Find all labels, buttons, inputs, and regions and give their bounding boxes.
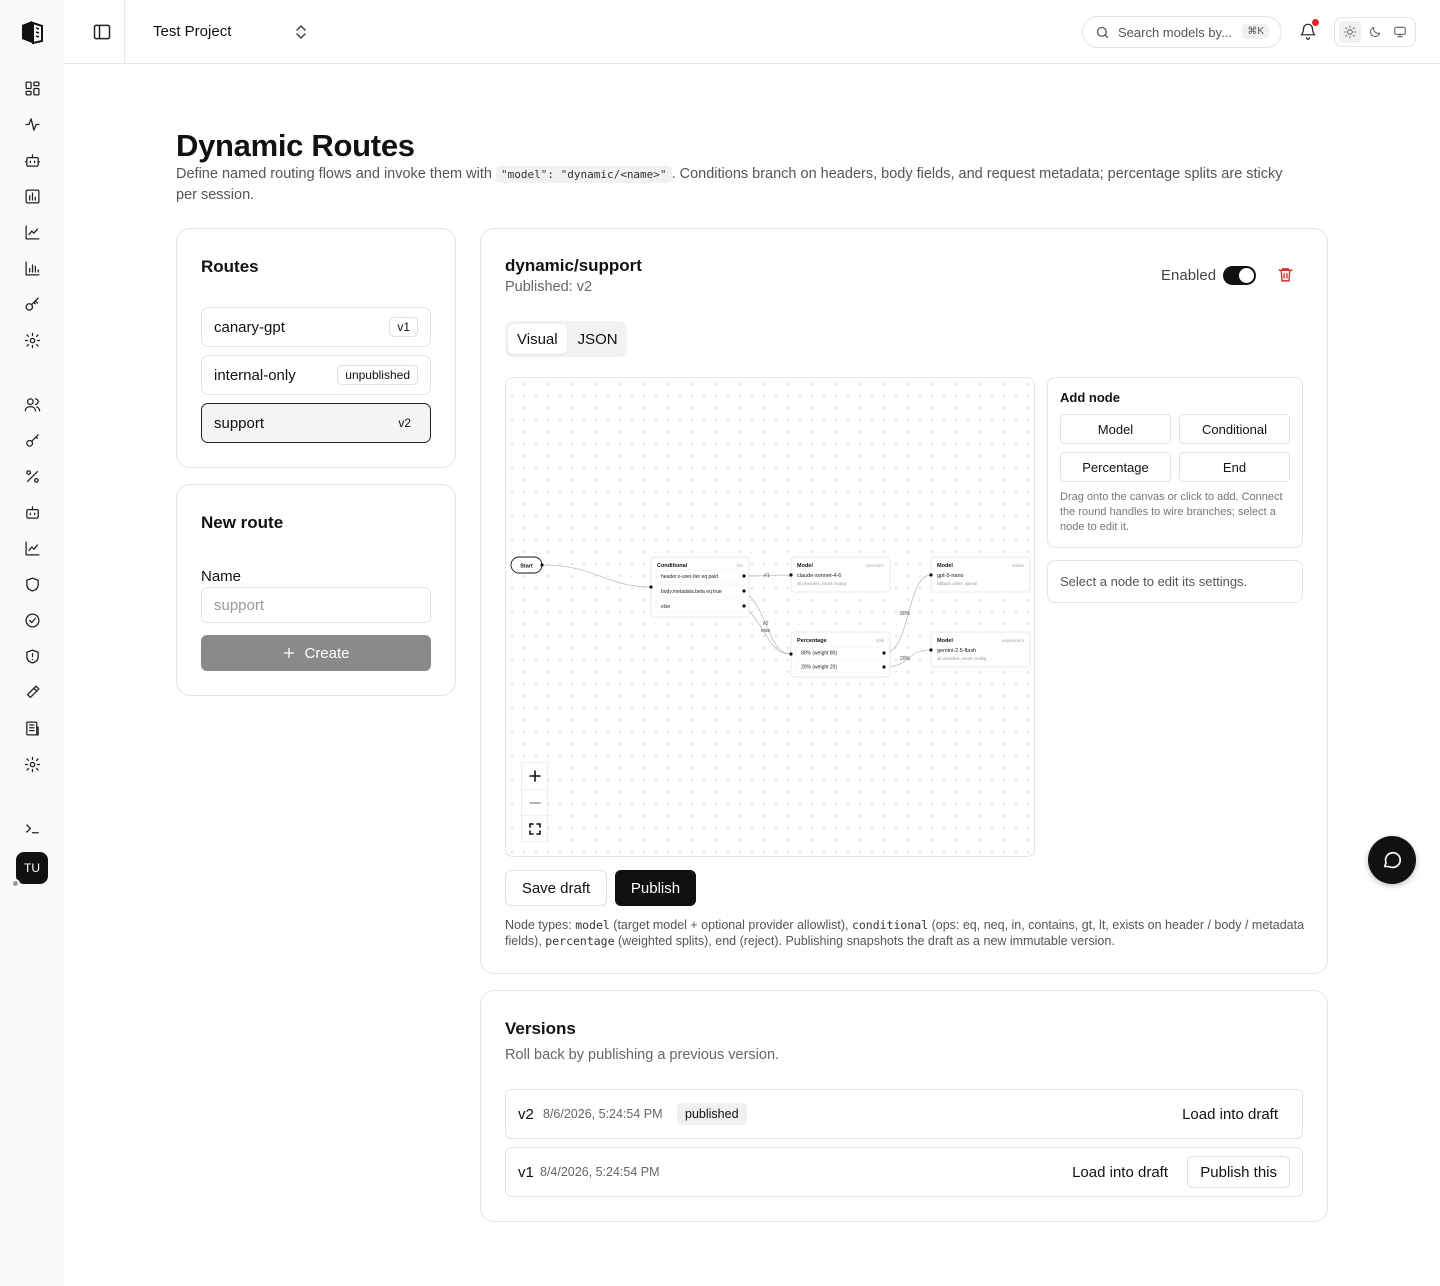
create-label: Create [304, 644, 350, 662]
chat-bubble-icon [1381, 849, 1403, 871]
add-node-title: Add node [1060, 390, 1120, 405]
conditional-node[interactable] [649, 557, 749, 617]
top-header [64, 0, 1440, 64]
search-placeholder: Search models by... [1118, 24, 1232, 40]
svg-text:Conditional: Conditional [657, 563, 688, 569]
flow-graph [506, 378, 1035, 857]
version-row [505, 1147, 1303, 1197]
theme-system-button[interactable] [1389, 21, 1411, 43]
sun-icon [1343, 25, 1357, 39]
svg-text:gpt-5-nano: gpt-5-nano [937, 573, 964, 579]
svg-text:fan: fan [736, 563, 743, 568]
settings-icon[interactable] [22, 754, 42, 774]
shield-alert-icon[interactable] [22, 646, 42, 666]
svg-text:all providers, smart routing: all providers, smart routing [797, 581, 847, 586]
edge-label-else: else [761, 628, 771, 634]
version-date: 8/4/2026, 5:24:54 PM [540, 1165, 660, 1179]
zoom-controls [521, 762, 548, 842]
versions-subtitle: Roll back by publishing a previous version. [505, 1047, 780, 1063]
chevron-up-down-icon[interactable] [294, 23, 308, 41]
header-divider [124, 0, 125, 63]
route-item-canary-gpt[interactable] [201, 307, 431, 347]
trend-icon[interactable] [22, 538, 42, 558]
route-title: dynamic/support [505, 256, 642, 275]
dashboard-icon[interactable] [22, 78, 42, 98]
hammer-icon[interactable] [22, 682, 42, 702]
activity-icon[interactable] [22, 114, 42, 134]
create-route-button[interactable] [201, 635, 431, 671]
zoom-out-button[interactable] [522, 789, 547, 815]
trash-icon[interactable] [1277, 266, 1294, 283]
publish-button[interactable]: Publish [615, 870, 696, 906]
route-item-internal-only[interactable] [201, 355, 431, 395]
publish-this-button[interactable]: Publish this [1187, 1156, 1290, 1188]
search-box[interactable] [1082, 16, 1282, 48]
edge-start-conditional [542, 565, 651, 587]
svg-text:Model: Model [937, 638, 953, 644]
route-name-input[interactable]: support [201, 587, 431, 623]
users-icon[interactable] [22, 394, 42, 414]
status-dot [11, 879, 20, 888]
svg-text:Model: Model [937, 563, 953, 569]
edge-label-2: #2 [763, 621, 769, 627]
api-key-icon[interactable] [22, 430, 42, 450]
notification-dot [1312, 19, 1319, 26]
page-title: Dynamic Routes [176, 128, 415, 163]
tab-json[interactable]: JSON [577, 330, 618, 348]
route-item-support[interactable] [201, 403, 431, 443]
new-route-card [176, 484, 456, 696]
route-badge: unpublished [337, 365, 418, 385]
routes-card [176, 228, 456, 468]
bot-icon[interactable] [22, 150, 42, 170]
svg-text:body.metadata.beta eq true: body.metadata.beta eq true [661, 589, 722, 595]
bar-graph-icon[interactable] [22, 258, 42, 278]
node-settings-panel: Select a node to edit its settings. [1047, 560, 1303, 603]
monitor-icon [1393, 25, 1407, 39]
version-date: 8/6/2026, 5:24:54 PM [543, 1107, 663, 1121]
route-name: internal-only [214, 366, 296, 384]
key-icon[interactable] [22, 294, 42, 314]
svg-text:stable: stable [1011, 563, 1024, 568]
building-icon[interactable] [22, 718, 42, 738]
toggle-knob [1239, 268, 1254, 283]
gear-icon[interactable] [22, 330, 42, 350]
edge-label-20: 20% [900, 656, 911, 662]
version-number: v2 [518, 1106, 534, 1123]
flow-canvas[interactable] [505, 377, 1035, 857]
svg-text:header.x-user-tier eq paid: header.x-user-tier eq paid [661, 574, 718, 580]
edge-label-1: #1 [764, 573, 770, 579]
fit-view-button[interactable] [522, 815, 547, 841]
moon-icon [1368, 25, 1382, 39]
plus-icon [282, 646, 296, 660]
svg-text:Model: Model [797, 563, 813, 569]
versions-card [480, 990, 1328, 1222]
published-version: Published: v2 [505, 279, 593, 295]
editor-tabs [505, 321, 627, 357]
edge-label-80: 80% [900, 611, 911, 617]
svg-text:fallback order: openai: fallback order: openai [937, 581, 978, 586]
route-badge: v2 [398, 416, 411, 430]
svg-text:premium: premium [866, 563, 884, 568]
chat-button[interactable] [1368, 836, 1416, 884]
tab-visual[interactable]: Visual [508, 324, 567, 354]
percentage-node[interactable] [789, 632, 890, 677]
check-circle-icon[interactable] [22, 610, 42, 630]
published-badge: published [677, 1103, 747, 1125]
left-rail [0, 0, 64, 1286]
search-shortcut: ⌘K [1242, 24, 1269, 39]
terminal-icon[interactable] [22, 818, 42, 838]
svg-text:else: else [661, 604, 671, 610]
routes-title: Routes [201, 257, 259, 276]
svg-text:Start: Start [520, 563, 533, 570]
new-route-title: New route [201, 513, 284, 532]
add-node-panel [1047, 377, 1303, 548]
search-icon [1095, 25, 1110, 40]
svg-text:80% (weight 80): 80% (weight 80) [801, 650, 838, 657]
svg-text:split: split [875, 638, 884, 643]
svg-text:experiment: experiment [1001, 638, 1024, 643]
line-chart-icon[interactable] [22, 222, 42, 242]
route-editor-card [480, 228, 1328, 974]
save-draft-button[interactable]: Save draft [505, 870, 607, 906]
model-node-premium[interactable] [789, 557, 890, 592]
plus-icon [529, 770, 541, 782]
enabled-toggle[interactable] [1223, 266, 1256, 285]
version-row [505, 1089, 1303, 1139]
theme-light-button[interactable] [1339, 21, 1361, 43]
add-percentage-node-button[interactable]: Percentage [1060, 452, 1171, 482]
add-conditional-node-button[interactable]: Conditional [1179, 414, 1290, 444]
versions-title: Versions [505, 1019, 576, 1038]
zoom-in-button[interactable] [522, 763, 547, 789]
sidebar-toggle-icon[interactable] [92, 22, 112, 42]
minus-icon [529, 797, 541, 809]
add-end-node-button[interactable]: End [1179, 452, 1290, 482]
add-node-help: Drag onto the canvas or click to add. Connect the round handles to wire branches; select a node to edit it. [1060, 491, 1283, 533]
page-description: Define named routing flows and invoke them with "model": "dynamic/<name>" . Conditions branch on headers, body fields, and request metadata; percentage splits are sticky per session. [176, 166, 1283, 203]
fullscreen-icon [529, 823, 541, 835]
percent-icon[interactable] [22, 466, 42, 486]
load-into-draft-button[interactable]: Load into draft [1182, 1106, 1278, 1123]
version-number: v1 [518, 1164, 534, 1181]
logo-icon[interactable] [19, 19, 45, 45]
model-node-stable[interactable] [929, 557, 1030, 592]
name-label: Name [201, 568, 242, 585]
start-node[interactable] [511, 557, 544, 573]
svg-text:Percentage: Percentage [797, 638, 827, 644]
project-name[interactable]: Test Project [153, 23, 232, 40]
bot-alt-icon[interactable] [22, 502, 42, 522]
route-name: canary-gpt [214, 318, 285, 336]
add-model-node-button[interactable]: Model [1060, 414, 1171, 444]
load-into-draft-button[interactable]: Load into draft [1072, 1164, 1168, 1181]
svg-text:claude-sonnet-4-6: claude-sonnet-4-6 [797, 573, 842, 579]
shield-icon[interactable] [22, 574, 42, 594]
svg-text:gemini-2.5-flash: gemini-2.5-flash [937, 648, 977, 654]
model-node-experiment[interactable] [929, 632, 1030, 667]
route-badge: v1 [389, 317, 418, 337]
bar-chart-icon[interactable] [22, 186, 42, 206]
enabled-label: Enabled [1161, 267, 1217, 284]
node-types-note: Node types: model (target model + optional provider allowlist), conditional (ops: eq, neq, in, contains, gt, lt, exists on header / body / metadata fields), percentage (weighted splits), end (reject). Publishing snapshots the draft as a new immutable version. [505, 918, 1305, 948]
svg-text:20% (weight 20): 20% (weight 20) [801, 664, 838, 671]
avatar[interactable]: TU [16, 852, 48, 884]
invoke-code: "model": "dynamic/<name>" [496, 166, 672, 183]
theme-switcher [1334, 17, 1416, 47]
theme-dark-button[interactable] [1364, 21, 1386, 43]
svg-text:all providers, smart routing: all providers, smart routing [937, 656, 987, 661]
route-name: support [214, 414, 265, 432]
